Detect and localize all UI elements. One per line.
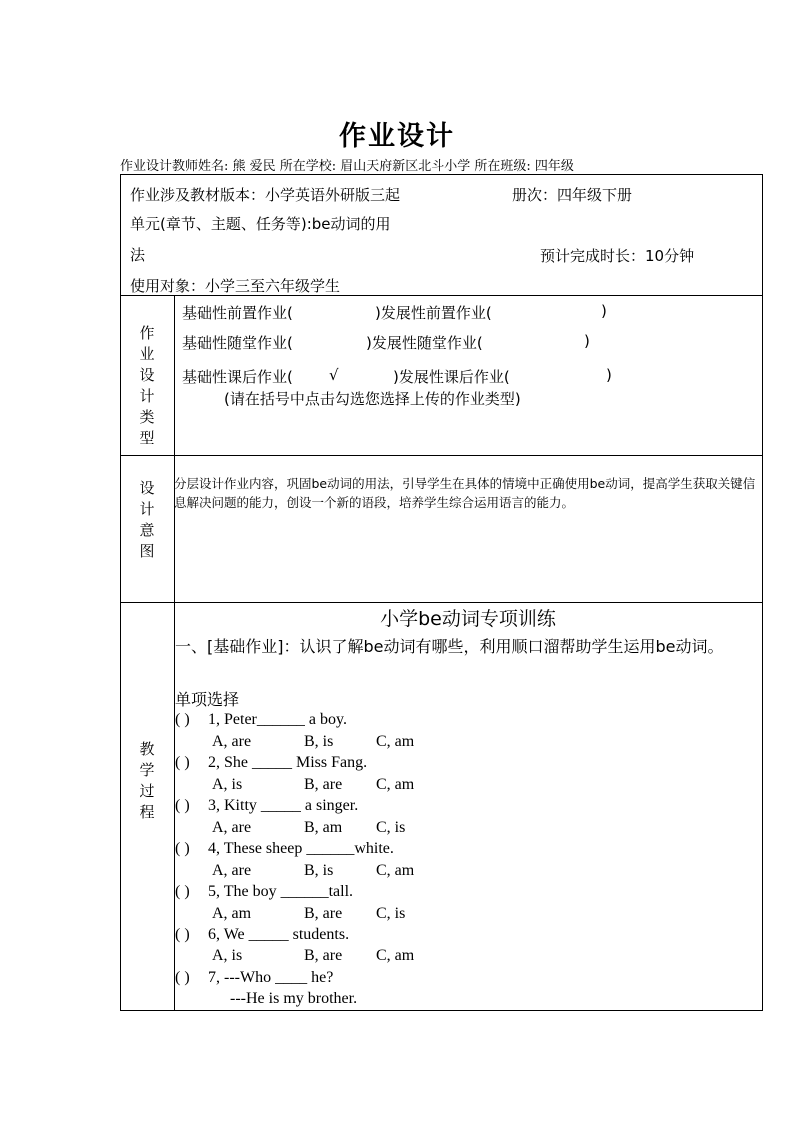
unit-line-2: 法 (130, 246, 146, 264)
option-b: B, is (304, 733, 334, 750)
option-a: A, are (212, 819, 252, 836)
volume: 册次：四年级下册 (512, 186, 633, 204)
option-b: B, are (304, 905, 343, 922)
question-text: 2, She _____ Miss Fang. (208, 754, 368, 771)
type-section-label: 作 业 设 计 类 型 (139, 324, 155, 447)
answer-blank[interactable]: ( ) (175, 969, 190, 986)
intent-section-label: 设 计 意 图 (139, 479, 155, 560)
developmental-afterclass-label: )发展性课后作业( (393, 368, 510, 386)
design-intent-text: 分层设计作业内容，巩固be动词的用法，引导学生在具体的情境中正确使用be动词，提高学生获取关键信息解决问题的能力，创设一个新的语段，培养学生综合运用语言的能力。 (174, 476, 756, 510)
basic-preclass-label: 基础性前置作业( (182, 304, 293, 322)
option-b: B, are (304, 947, 343, 964)
option-a: A, am (212, 905, 252, 922)
option-c: C, am (376, 733, 415, 750)
option-b: B, are (304, 776, 343, 793)
question-text: 4, These sheep ______white. (208, 840, 394, 857)
basic-inclass-label: 基础性随堂作业( (182, 334, 293, 352)
textbook-version: 作业涉及教材版本：小学英语外研版三起 (130, 186, 401, 204)
worksheet-title: 小学be动词专项训练 (380, 608, 556, 630)
dialogue-answer: ---He is my brother. (230, 990, 358, 1007)
question-text: 1, Peter______ a boy. (208, 711, 347, 728)
option-c: C, am (376, 862, 415, 879)
process-section-label: 教 学 过 程 (139, 740, 155, 821)
option-c: C, is (376, 905, 406, 922)
question-text: 7, ---Who ____ he? (208, 969, 334, 986)
paren-close: ) (584, 332, 590, 350)
option-a: A, are (212, 862, 252, 879)
option-a: A, is (212, 947, 243, 964)
estimated-duration: 预计完成时长：10分钟 (540, 247, 695, 265)
paren-close: ) (601, 302, 607, 320)
answer-blank[interactable]: ( ) (175, 883, 190, 900)
option-b: B, is (304, 862, 334, 879)
basic-afterclass-label: 基础性课后作业( (182, 368, 293, 386)
question-text: 3, Kitty _____ a singer. (208, 797, 359, 814)
answer-blank[interactable]: ( ) (175, 797, 190, 814)
answer-blank[interactable]: ( ) (175, 840, 190, 857)
multiple-choice-heading: 单项选择 (175, 690, 240, 709)
answer-blank[interactable]: ( ) (175, 754, 190, 771)
unit-line-1: 单元(章节、主题、任务等):be动词的用 (130, 215, 391, 233)
option-a: A, are (212, 733, 252, 750)
option-c: C, am (376, 776, 415, 793)
target-audience: 使用对象：小学三至六年级学生 (130, 277, 341, 295)
teacher-info-line: 作业设计教师姓名: 熊 爱民 所在学校: 眉山天府新区北斗小学 所在班级: 四年级 (120, 159, 574, 174)
option-c: C, is (376, 819, 406, 836)
answer-blank[interactable]: ( ) (175, 926, 190, 943)
developmental-preclass-label: )发展性前置作业( (375, 304, 492, 322)
answer-blank[interactable]: ( ) (175, 711, 190, 728)
question-text: 5, The boy ______tall. (208, 883, 354, 900)
section-1-heading: 一、[基础作业]：认识了解be动词有哪些，利用顺口溜帮助学生运用be动词。 (175, 637, 724, 656)
basic-afterclass-checkbox[interactable]: √ (329, 366, 339, 384)
paren-close: ) (606, 366, 612, 384)
page-title: 作业设计 (339, 121, 455, 152)
type-selection-note: (请在括号中点击勾选您选择上传的作业类型) (224, 390, 521, 408)
option-c: C, am (376, 947, 415, 964)
option-a: A, is (212, 776, 243, 793)
developmental-inclass-label: )发展性随堂作业( (366, 334, 483, 352)
question-text: 6, We _____ students. (208, 926, 350, 943)
option-b: B, am (304, 819, 343, 836)
